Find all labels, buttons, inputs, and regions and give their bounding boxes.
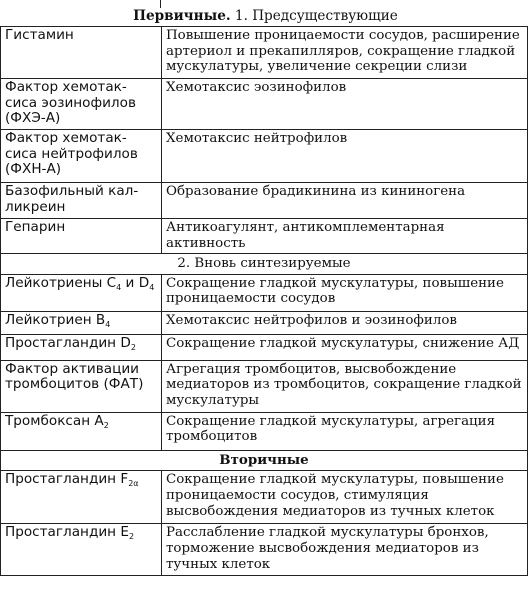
- mediator-name: [1, 274, 162, 311]
- mediator-name: Фактор активации тромбоцитов (ФАТ): [1, 360, 162, 412]
- mediators-table: [0, 26, 528, 576]
- table-heading: [0, 8, 531, 25]
- mediator-effect: Сокращение гладкой мускулатуры, агрегация тромбоцитов: [162, 412, 528, 450]
- mediator-name: Гистамин: [1, 27, 162, 79]
- mediator-name: [1, 524, 162, 576]
- table-row: [1, 183, 528, 219]
- mediator-effect: Хемотаксис нейтрофилов: [162, 130, 528, 183]
- name-part: Простагландин D: [5, 334, 131, 351]
- table-row: [1, 79, 528, 130]
- mediator-name: Фактор хемотак-сиса нейтрофилов (ФХН-А): [1, 130, 162, 183]
- name-part: Простагландин E: [5, 524, 129, 541]
- name-subscript: 2: [130, 342, 136, 352]
- section-secondary-label: Вторичные: [1, 450, 528, 471]
- mediator-effect: Агрегация тромбоцитов, высвобождение медиаторов из тромбоцитов, сокращение гладкой мускулатуры: [162, 360, 528, 412]
- name-part: Лейкотриены C: [5, 274, 117, 291]
- mediator-effect: Хемотаксис эозинофилов: [162, 79, 528, 130]
- mediator-effect: Хемотаксис нейтрофилов и эозинофилов: [162, 311, 528, 334]
- name-part: Простагландин F: [5, 471, 129, 488]
- table-row: [1, 311, 528, 334]
- mediator-name: Фактор хемотак-сиса эозинофилов (ФХЭ-А): [1, 79, 162, 130]
- name-part: Лейкотриен B: [5, 311, 106, 328]
- section-row: [1, 254, 528, 275]
- mediator-effect: Расслабление гладкой мускулатуры бронхов, торможение высвобождения медиаторов из тучных клеток: [162, 524, 528, 576]
- table-row: [1, 219, 528, 254]
- top-tick-mark: [160, 0, 161, 8]
- heading-primary-label: Первичные.: [133, 8, 231, 24]
- section-newly-synthesized-label: 2. Вновь синтезируемые: [1, 254, 528, 275]
- mediator-name: [1, 412, 162, 450]
- mediator-effect: Образование брадикинина из кининогена: [162, 183, 528, 219]
- mediator-effect: Повышение проницаемости сосудов, расширение артериол и прекапилляров, сокращение гладкой мускулатуры, увеличение секреции слизи: [162, 27, 528, 79]
- section-row: [1, 450, 528, 471]
- name-part: и D: [121, 274, 150, 291]
- table-row: [1, 524, 528, 576]
- name-subscript: 4: [116, 282, 122, 292]
- table-row: [1, 412, 528, 450]
- name-subscript: 2α: [128, 479, 139, 489]
- table-row: [1, 360, 528, 412]
- mediator-name: [1, 471, 162, 524]
- table-row: [1, 334, 528, 360]
- table-row: [1, 130, 528, 183]
- mediator-name: [1, 311, 162, 334]
- mediator-effect: Сокращение гладкой мускулатуры, повышение проницаемости сосудов: [162, 274, 528, 311]
- table-row: [1, 471, 528, 524]
- table-row: [1, 27, 528, 79]
- name-subscript: 2: [103, 420, 109, 430]
- name-part: Тромбоксан A: [5, 412, 104, 429]
- mediator-name: [1, 334, 162, 360]
- mediator-effect: Сокращение гладкой мускулатуры, повышение проницаемости сосудов, стимуляция высвобождения медиаторов из тучных клеток: [162, 471, 528, 524]
- name-subscript: 4: [105, 319, 111, 329]
- mediator-name: Базофильный кал-ликреин: [1, 183, 162, 219]
- heading-primary-subtitle: 1. Предсуществующие: [230, 8, 398, 24]
- table-row: [1, 274, 528, 311]
- mediator-effect: Антикоагулянт, антикомплементарная активность: [162, 219, 528, 254]
- mediator-effect: Сокращение гладкой мускулатуры, снижение АД: [162, 334, 528, 360]
- mediator-name: Гепарин: [1, 219, 162, 254]
- name-subscript: 4: [149, 282, 155, 292]
- name-subscript: 2: [128, 532, 135, 542]
